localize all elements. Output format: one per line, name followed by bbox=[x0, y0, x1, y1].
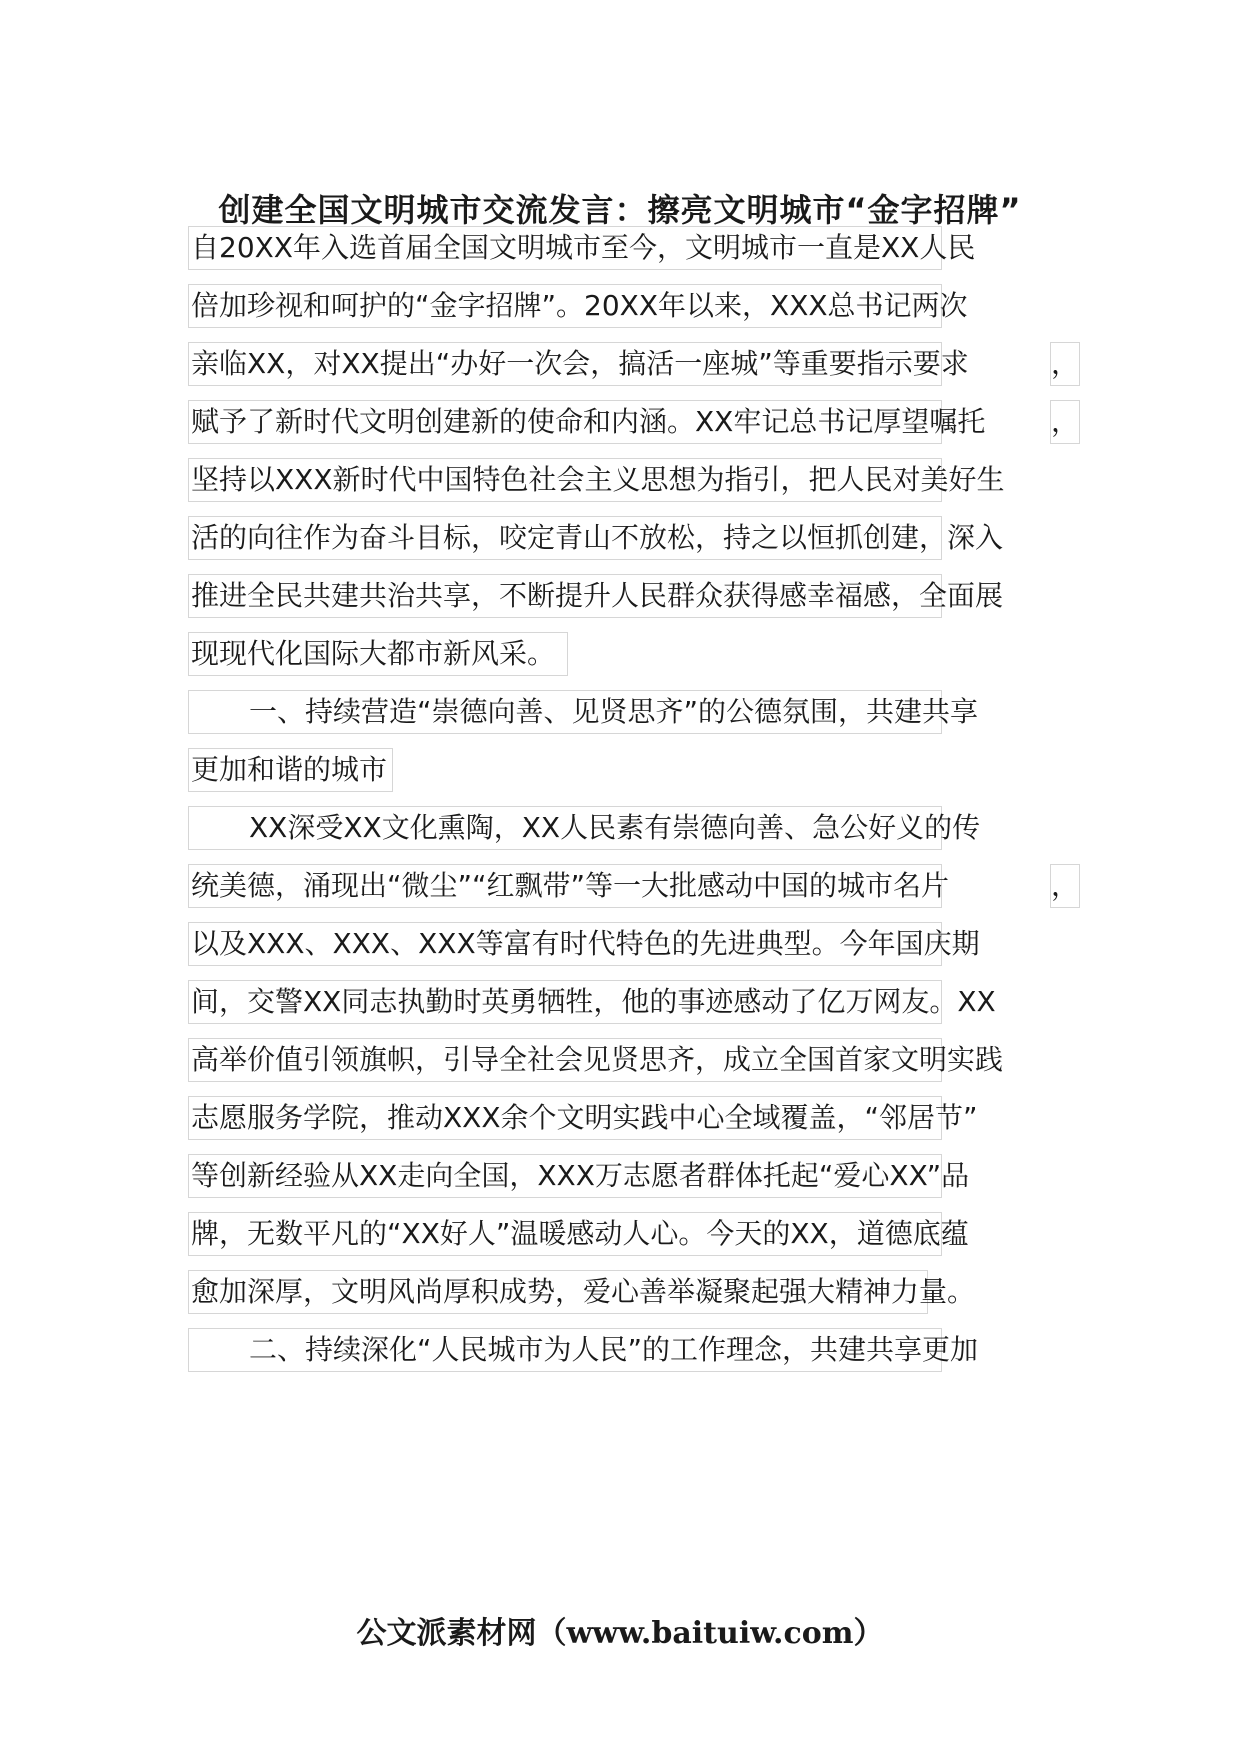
overflow-comma: ， bbox=[1050, 864, 1080, 908]
text-line: 赋予了新时代文明创建新的使命和内涵。XX牢记总书记厚望嘱托 bbox=[188, 400, 942, 444]
text-line: 间，交警XX同志执勤时英勇牺牲，他的事迹感动了亿万网友。XX bbox=[188, 980, 942, 1024]
text-line: 牌，无数平凡的“XX好人”温暖感动人心。今天的XX，道德底蕴 bbox=[188, 1212, 942, 1256]
footer-watermark: 公文派素材网（www.baituiw.com） bbox=[356, 1616, 884, 1651]
text-line: 统美德，涌现出“微尘”“红飘带”等一大批感动中国的城市名片 bbox=[188, 864, 942, 908]
section-heading-1: 一、持续营造“崇德向善、见贤思齐”的公德氛围，共建共享 bbox=[188, 690, 942, 734]
text-line: 高举价值引领旗帜，引导全社会见贤思齐，成立全国首家文明实践 bbox=[188, 1038, 942, 1082]
text-line: XX深受XX文化熏陶，XX人民素有崇德向善、急公好义的传 bbox=[188, 806, 942, 850]
overflow-comma: ， bbox=[1050, 400, 1080, 444]
text-line: 推进全民共建共治共享，不断提升人民群众获得感幸福感，全面展 bbox=[188, 574, 942, 618]
section-heading-1-cont: 更加和谐的城市 bbox=[188, 748, 393, 792]
text-line: 志愿服务学院，推动XXX余个文明实践中心全域覆盖，“邻居节” bbox=[188, 1096, 942, 1140]
text-line: 愈加深厚，文明风尚厚积成势，爱心善举凝聚起强大精神力量。 bbox=[188, 1270, 928, 1314]
section-heading-2: 二、持续深化“人民城市为人民”的工作理念，共建共享更加 bbox=[188, 1328, 942, 1372]
overflow-comma: ， bbox=[1050, 342, 1080, 386]
text-line: 等创新经验从XX走向全国，XXX万志愿者群体托起“爱心XX”品 bbox=[188, 1154, 942, 1198]
text-line: 现现代化国际大都市新风采。 bbox=[188, 632, 568, 676]
text-line: 坚持以XXX新时代中国特色社会主义思想为指引，把人民对美好生 bbox=[188, 458, 942, 502]
text-line: 自20XX年入选首届全国文明城市至今，文明城市一直是XX人民 bbox=[188, 226, 942, 270]
text-line: 活的向往作为奋斗目标，咬定青山不放松，持之以恒抓创建，深入 bbox=[188, 516, 942, 560]
document-title: 创建全国文明城市交流发言：擦亮文明城市“金字招牌” bbox=[218, 191, 1022, 229]
text-line: 亲临XX，对XX提出“办好一次会，搞活一座城”等重要指示要求 bbox=[188, 342, 942, 386]
text-line: 倍加珍视和呵护的“金字招牌”。20XX年以来，XXX总书记两次 bbox=[188, 284, 942, 328]
text-line: 以及XXX、XXX、XXX等富有时代特色的先进典型。今年国庆期 bbox=[188, 922, 942, 966]
